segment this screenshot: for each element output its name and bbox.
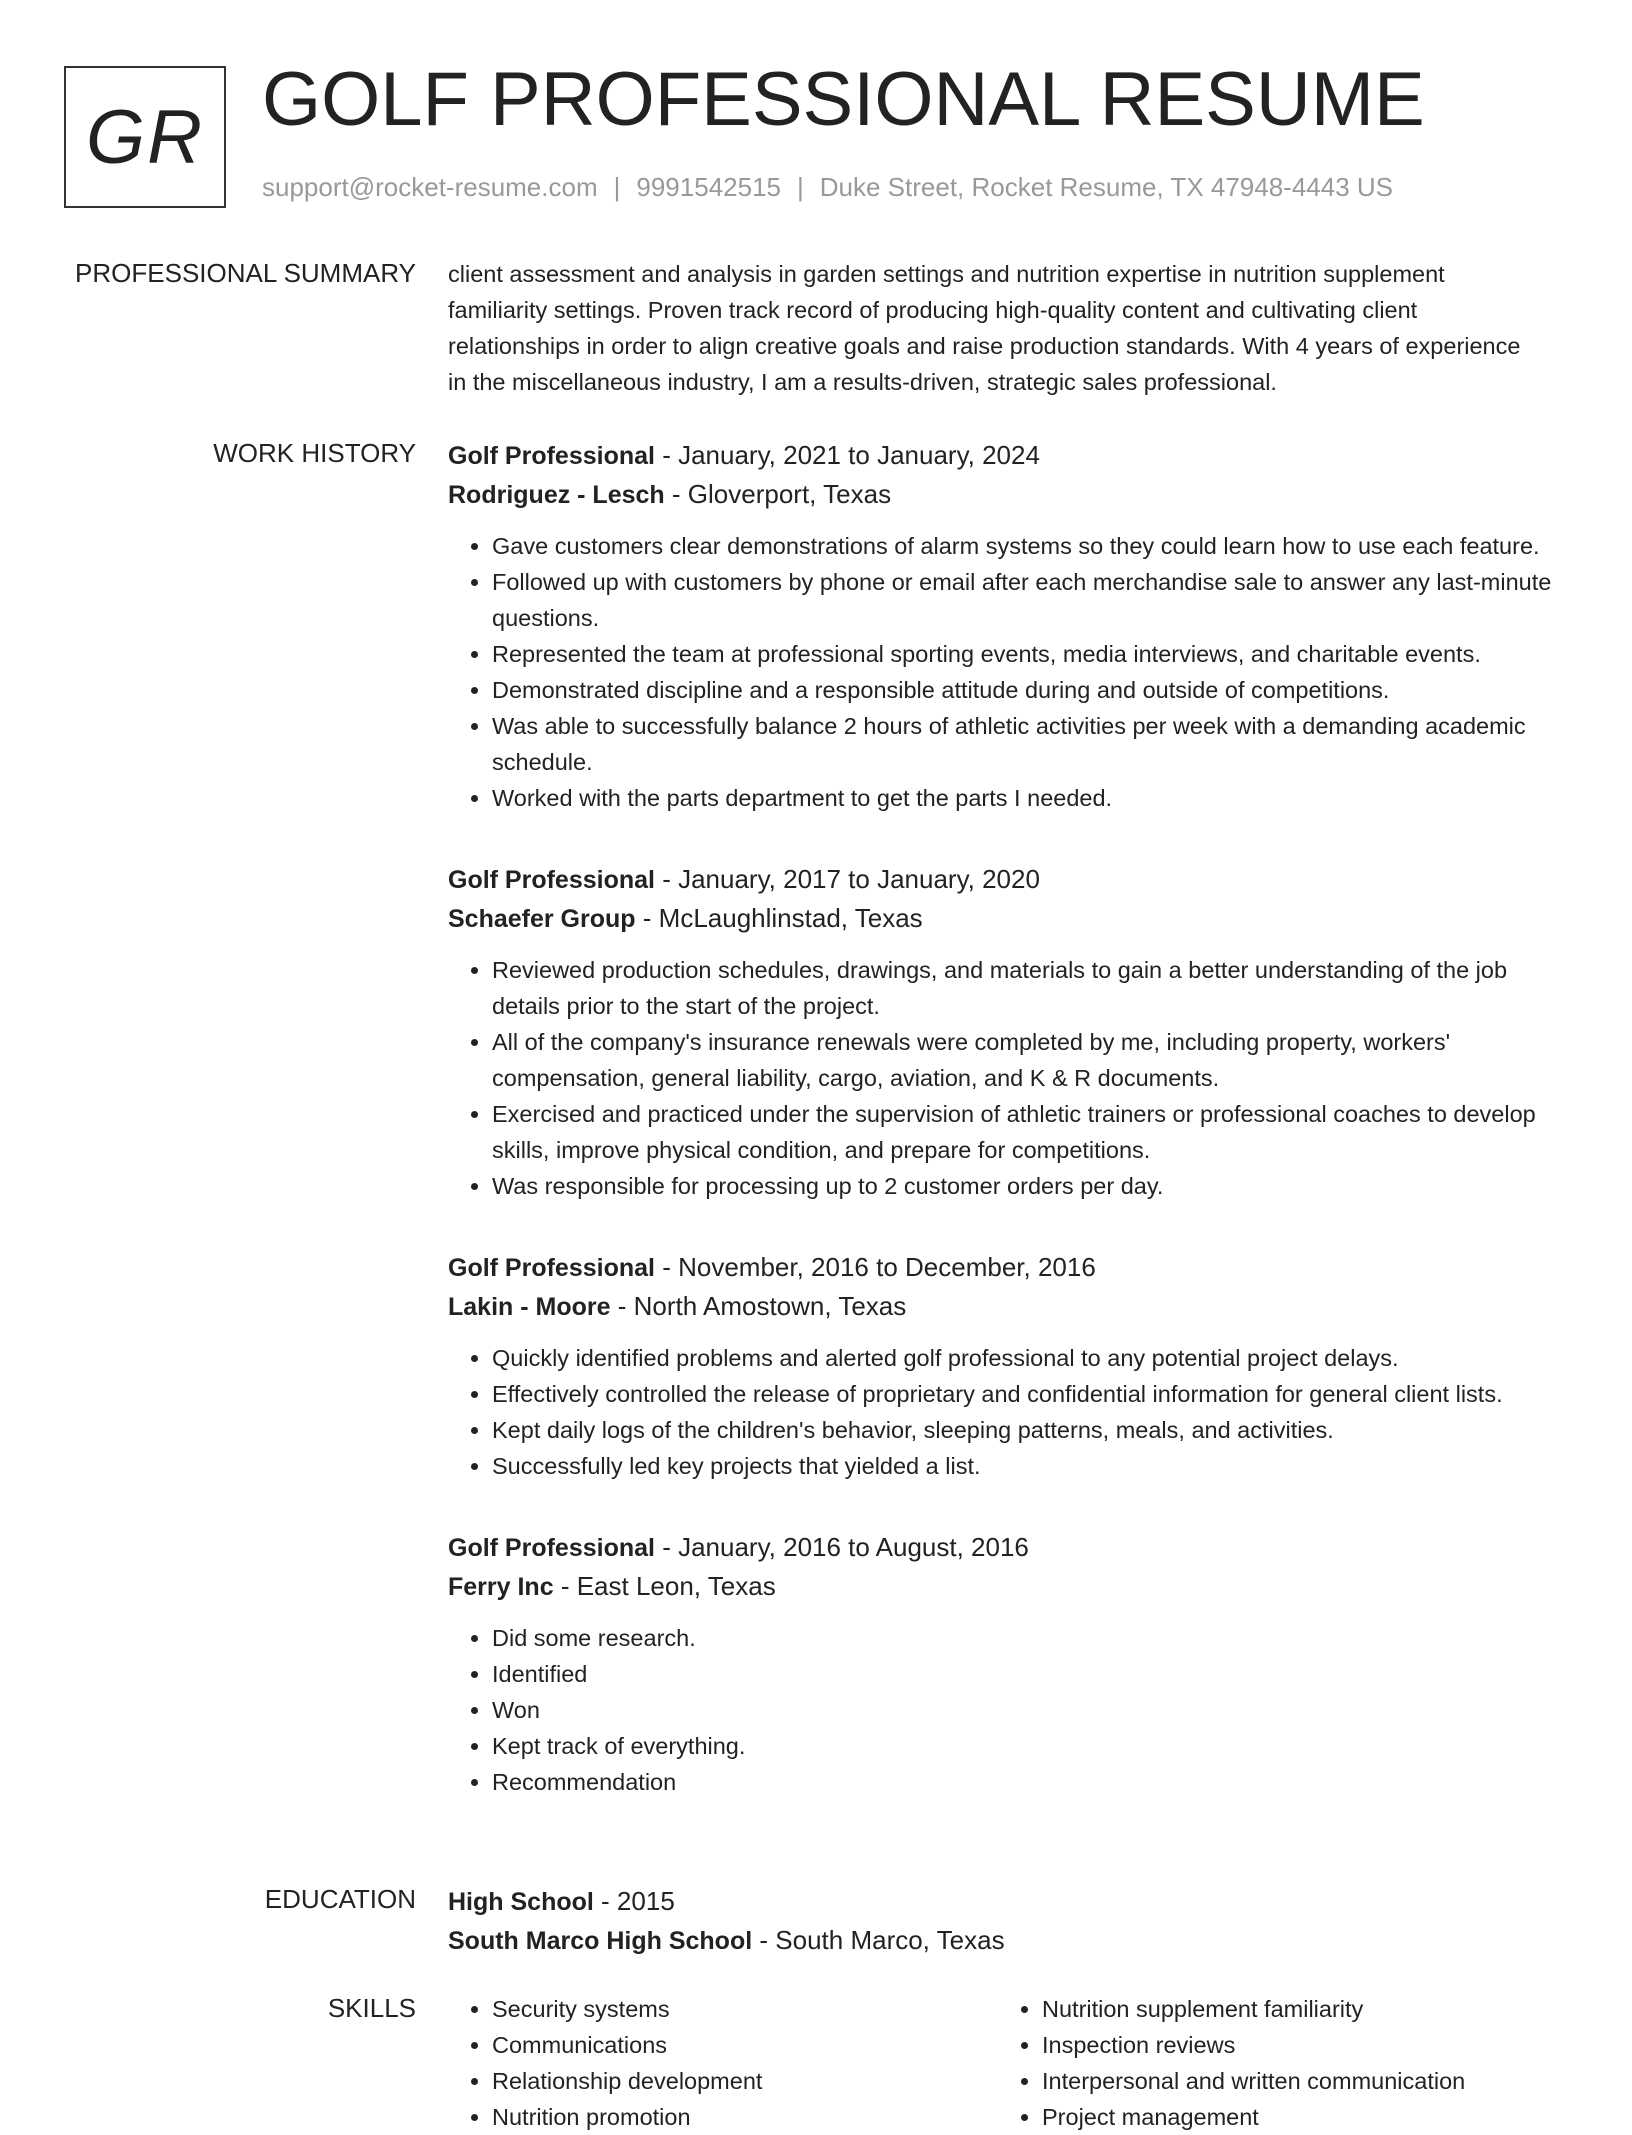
job-bullet: • Kept daily logs of the children's behavior, sleeping patterns, meals, and activities. xyxy=(492,1412,1568,1448)
job-bullet: • Worked with the parts department to get the parts I needed. xyxy=(492,780,1568,816)
education-school-line xyxy=(448,1921,1568,1960)
contact-separator: | xyxy=(797,172,804,202)
job-title: Golf Professional xyxy=(448,442,655,470)
contact-line xyxy=(262,172,1393,203)
job-title: Golf Professional xyxy=(448,1254,655,1282)
skills-columns xyxy=(448,1991,1568,2135)
job-location: - East Leon, Texas xyxy=(553,1571,776,1601)
skills-label: SKILLS xyxy=(327,1993,416,2023)
job-entry xyxy=(448,1528,1568,1800)
skill-item: • Security systems xyxy=(492,1991,998,2027)
summary-label: PROFESSIONAL SUMMARY xyxy=(75,258,416,288)
job-company-line xyxy=(448,899,1568,938)
job-entry xyxy=(448,436,1568,816)
education-degree-line xyxy=(448,1882,1568,1921)
skills-column-right xyxy=(998,1991,1548,2135)
job-company-line xyxy=(448,1287,1568,1326)
job-bullets xyxy=(448,528,1568,816)
job-bullet: • Reviewed production schedules, drawings, and materials to gain a better understanding of the job details prior to the start of the project. xyxy=(492,952,1568,1024)
job-entry xyxy=(448,860,1568,1204)
skills-column-left xyxy=(448,1991,998,2135)
contact-separator: | xyxy=(613,172,621,202)
job-title-line xyxy=(448,860,1568,899)
job-bullet: • Demonstrated discipline and a responsible attitude during and outside of competitions. xyxy=(492,672,1568,708)
job-title-line xyxy=(448,1528,1568,1567)
resume-title: GOLF PROFESSIONAL RESUME xyxy=(262,57,1425,142)
contact-address: Duke Street, Rocket Resume, TX 47948-4443 US xyxy=(819,172,1394,202)
monogram: GR xyxy=(64,66,226,208)
job-location: - North Amostown, Texas xyxy=(610,1291,907,1321)
job-company: Ferry Inc xyxy=(448,1573,554,1601)
job-bullet: • Successfully led key projects that yielded a list. xyxy=(492,1448,1568,1484)
skill-item: • Relationship development xyxy=(492,2063,998,2099)
summary-text: client assessment and analysis in garden settings and nutrition expertise in nutrition supplement familiarity settings. Proven track record of producing high-quality content and cultivating client relationships in order to align creative goals and raise production standards. With 4 years of experience in the miscellaneous industry, I am a results-driven, strategic sales professional. xyxy=(448,261,1521,395)
job-dates: - November, 2016 to December, 2016 xyxy=(654,1252,1096,1282)
job-bullets xyxy=(448,1620,1568,1800)
contact-email[interactable]: support@rocket-resume.com xyxy=(262,172,598,202)
job-company: Rodriguez - Lesch xyxy=(448,481,665,509)
job-title: Golf Professional xyxy=(448,1534,655,1562)
skill-item: • Interpersonal and written communication xyxy=(1042,2063,1548,2099)
education-year: - 2015 xyxy=(593,1886,675,1916)
job-bullet: • Exercised and practiced under the supervision of athletic trainers or professional coaches to develop skills, improve physical condition, and prepare for competitions. xyxy=(492,1096,1568,1168)
job-location: - Gloverport, Texas xyxy=(664,479,892,509)
job-title: Golf Professional xyxy=(448,866,655,894)
skill-item: • Inspection reviews xyxy=(1042,2027,1548,2063)
job-title-line xyxy=(448,436,1568,475)
job-dates: - January, 2021 to January, 2024 xyxy=(654,440,1040,470)
job-dates: - January, 2016 to August, 2016 xyxy=(654,1532,1029,1562)
skill-item: • Project management xyxy=(1042,2099,1548,2135)
job-bullet: • Kept track of everything. xyxy=(492,1728,1568,1764)
job-location: - McLaughlinstad, Texas xyxy=(635,903,923,933)
job-dates: - January, 2017 to January, 2020 xyxy=(654,864,1040,894)
job-entry xyxy=(448,1248,1568,1484)
job-company-line xyxy=(448,475,1568,514)
job-company-line xyxy=(448,1567,1568,1606)
job-bullet: • Won xyxy=(492,1692,1568,1728)
skill-item: • Communications xyxy=(492,2027,998,2063)
job-company: Lakin - Moore xyxy=(448,1293,611,1321)
education-label: EDUCATION xyxy=(264,1884,416,1914)
job-bullet: • Represented the team at professional sporting events, media interviews, and charitable events. xyxy=(492,636,1568,672)
education-degree: High School xyxy=(448,1888,594,1916)
work-history-label: WORK HISTORY xyxy=(213,438,416,468)
job-bullet: • Did some research. xyxy=(492,1620,1568,1656)
job-bullet: • Effectively controlled the release of proprietary and confidential information for general client lists. xyxy=(492,1376,1568,1412)
job-bullet: • Recommendation xyxy=(492,1764,1568,1800)
job-bullet: • Was responsible for processing up to 2 customer orders per day. xyxy=(492,1168,1568,1204)
contact-phone[interactable]: 9991542515 xyxy=(636,172,781,202)
job-company: Schaefer Group xyxy=(448,905,636,933)
skill-item: • Nutrition promotion xyxy=(492,2099,998,2135)
education-location: - South Marco, Texas xyxy=(752,1925,1005,1955)
education-school: South Marco High School xyxy=(448,1927,753,1955)
skill-item: • Nutrition supplement familiarity xyxy=(1042,1991,1548,2027)
job-title-line xyxy=(448,1248,1568,1287)
job-bullet: • Gave customers clear demonstrations of alarm systems so they could learn how to use each feature. xyxy=(492,528,1568,564)
job-bullet: • Quickly identified problems and alerted golf professional to any potential project delays. xyxy=(492,1340,1568,1376)
job-bullets xyxy=(448,952,1568,1204)
job-bullet: • Followed up with customers by phone or email after each merchandise sale to answer any last-minute questions. xyxy=(492,564,1568,636)
job-bullet: • Identified xyxy=(492,1656,1568,1692)
job-bullets xyxy=(448,1340,1568,1484)
job-bullet: • All of the company's insurance renewals were completed by me, including property, workers' compensation, general liability, cargo, aviation, and K & R documents. xyxy=(492,1024,1568,1096)
job-bullet: • Was able to successfully balance 2 hours of athletic activities per week with a demanding academic schedule. xyxy=(492,708,1568,780)
